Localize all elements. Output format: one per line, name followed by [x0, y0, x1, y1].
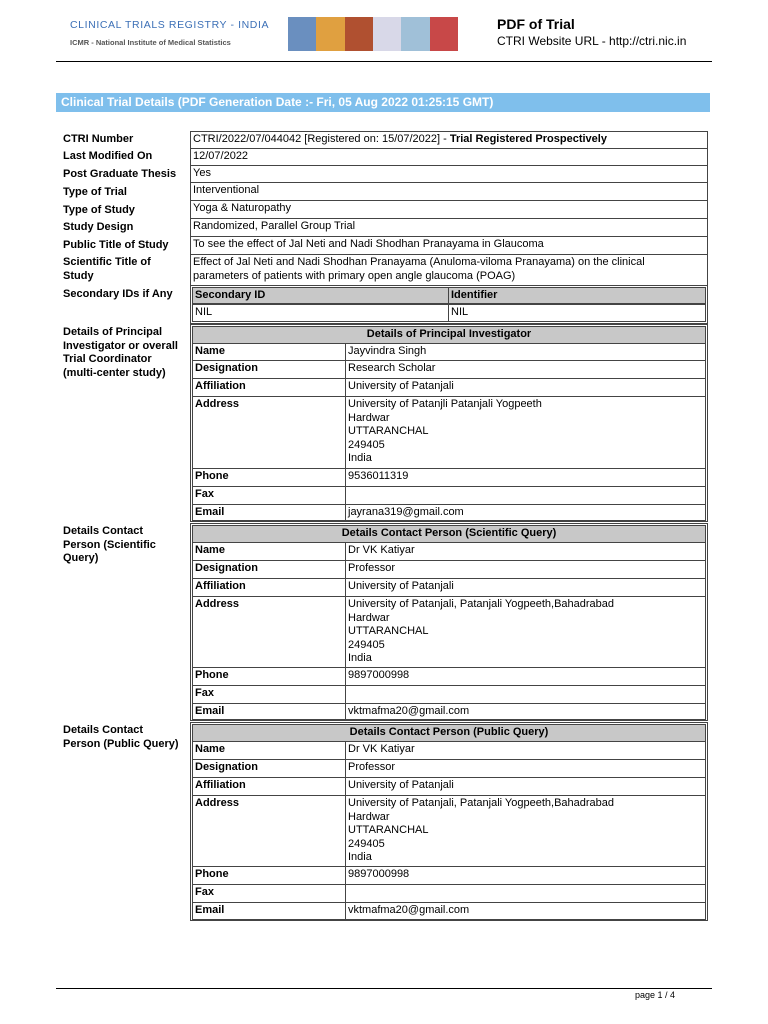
pi-designation-value: Research Scholar — [345, 360, 706, 379]
scientific-title-value: Effect of Jal Neti and Nadi Shodhan Pranayama (Anuloma-viloma Pranayama) on the clinical parameters of patients with primary open angle glaucoma (POAG) — [190, 254, 708, 286]
secondary-ids-label: Secondary IDs if Any — [63, 288, 173, 300]
public-contact-section-label: Details Contact Person (Public Query) — [63, 724, 179, 750]
pi-fax-key: Fax — [192, 486, 346, 505]
scientific-title-label: Scientific Title of Study — [63, 256, 151, 282]
type-study-label: Type of Study — [63, 204, 135, 216]
section-title-bar: Clinical Trial Details (PDF Generation Date :- Fri, 05 Aug 2022 01:25:15 GMT) — [56, 93, 710, 112]
pub-affiliation-value: University of Patanjali — [345, 777, 706, 796]
sci-designation-key: Designation — [192, 560, 346, 579]
sci-name-key: Name — [192, 542, 346, 561]
sci-affiliation-value: University of Patanjali — [345, 578, 706, 597]
type-trial-value: Interventional — [190, 182, 708, 201]
public-title-label: Public Title of Study — [63, 239, 169, 251]
pub-address-value: University of Patanjali, Patanjali Yogpeeth,Bahadrabad Hardwar UTTARANCHAL 249405 India — [345, 795, 706, 867]
sci-fax-value — [345, 685, 706, 704]
ctri-number-value: CTRI/2022/07/044042 [Registered on: 15/07/2022] - Trial Registered Prospectively — [190, 131, 708, 149]
pi-fax-value — [345, 486, 706, 505]
sci-affiliation-key: Affiliation — [192, 578, 346, 597]
sci-phone-key: Phone — [192, 667, 346, 686]
pub-name-key: Name — [192, 741, 346, 760]
pi-email-value: jayrana319@gmail.com — [345, 504, 706, 521]
pi-table-header: Details of Principal Investigator — [192, 326, 706, 344]
sci-email-key: Email — [192, 703, 346, 720]
pub-email-key: Email — [192, 902, 346, 920]
public-title-value: To see the effect of Jal Neti and Nadi Shodhan Pranayama in Glaucoma — [190, 236, 708, 255]
pi-address-value: University of Patanjli Patanjali Yogpeeth Hardwar UTTARANCHAL 249405 India — [345, 396, 706, 469]
pg-thesis-value: Yes — [190, 165, 708, 183]
header-divider — [56, 61, 712, 62]
sci-name-value: Dr VK Katiyar — [345, 542, 706, 561]
pi-email-key: Email — [192, 504, 346, 521]
pub-name-value: Dr VK Katiyar — [345, 741, 706, 760]
pub-affiliation-key: Affiliation — [192, 777, 346, 796]
footer-divider — [56, 988, 712, 989]
pi-phone-key: Phone — [192, 468, 346, 487]
ctri-number-label: CTRI Number — [63, 133, 134, 145]
pub-fax-key: Fax — [192, 884, 346, 903]
pi-section-label: Details of Principal Investigator or overall Trial Coordinator (multi-center study) — [63, 326, 178, 379]
sci-address-key: Address — [192, 596, 346, 668]
page-number: page 1 / 4 — [635, 990, 676, 1000]
secondary-id-value: NIL — [192, 304, 449, 322]
secondary-id-header: Secondary ID — [192, 287, 449, 304]
pub-fax-value — [345, 884, 706, 903]
pi-designation-key: Designation — [192, 360, 346, 379]
pi-address-key: Address — [192, 396, 346, 469]
pub-designation-key: Designation — [192, 759, 346, 778]
pi-name-key: Name — [192, 343, 346, 361]
pi-affiliation-value: University of Patanjali — [345, 378, 706, 397]
type-study-value: Yoga & Naturopathy — [190, 200, 708, 219]
header-banner-image — [288, 17, 458, 51]
pi-phone-value: 9536011319 — [345, 468, 706, 487]
sci-contact-header: Details Contact Person (Scientific Query) — [192, 525, 706, 543]
public-contact-header: Details Contact Person (Public Query) — [192, 724, 706, 742]
pi-affiliation-key: Affiliation — [192, 378, 346, 397]
pub-email-value: vktmafma20@gmail.com — [345, 902, 706, 920]
last-modified-label: Last Modified On — [63, 150, 153, 162]
pg-thesis-label: Post Graduate Thesis — [63, 168, 177, 180]
sci-contact-section-label: Details Contact Person (Scientific Query) — [63, 525, 156, 564]
sci-phone-value: 9897000998 — [345, 667, 706, 686]
institute-name: ICMR - National Institute of Medical Statistics — [70, 38, 231, 47]
pub-address-key: Address — [192, 795, 346, 867]
pdf-title: PDF of Trial — [497, 16, 575, 32]
sci-fax-key: Fax — [192, 685, 346, 704]
sci-designation-value: Professor — [345, 560, 706, 579]
last-modified-value: 12/07/2022 — [190, 148, 708, 166]
sci-email-value: vktmafma20@gmail.com — [345, 703, 706, 720]
sci-address-value: University of Patanjali, Patanjali Yogpeeth,Bahadrabad Hardwar UTTARANCHAL 249405 India — [345, 596, 706, 668]
study-design-value: Randomized, Parallel Group Trial — [190, 218, 708, 237]
identifier-header: Identifier — [448, 287, 706, 304]
pi-name-value: Jayvindra Singh — [345, 343, 706, 361]
pub-designation-value: Professor — [345, 759, 706, 778]
pub-phone-key: Phone — [192, 866, 346, 885]
website-url: CTRI Website URL - http://ctri.nic.in — [497, 34, 687, 48]
identifier-value: NIL — [448, 304, 706, 322]
registry-name: CLINICAL TRIALS REGISTRY - INDIA — [70, 19, 270, 31]
type-trial-label: Type of Trial — [63, 186, 127, 198]
study-design-label: Study Design — [63, 221, 134, 233]
pub-phone-value: 9897000998 — [345, 866, 706, 885]
